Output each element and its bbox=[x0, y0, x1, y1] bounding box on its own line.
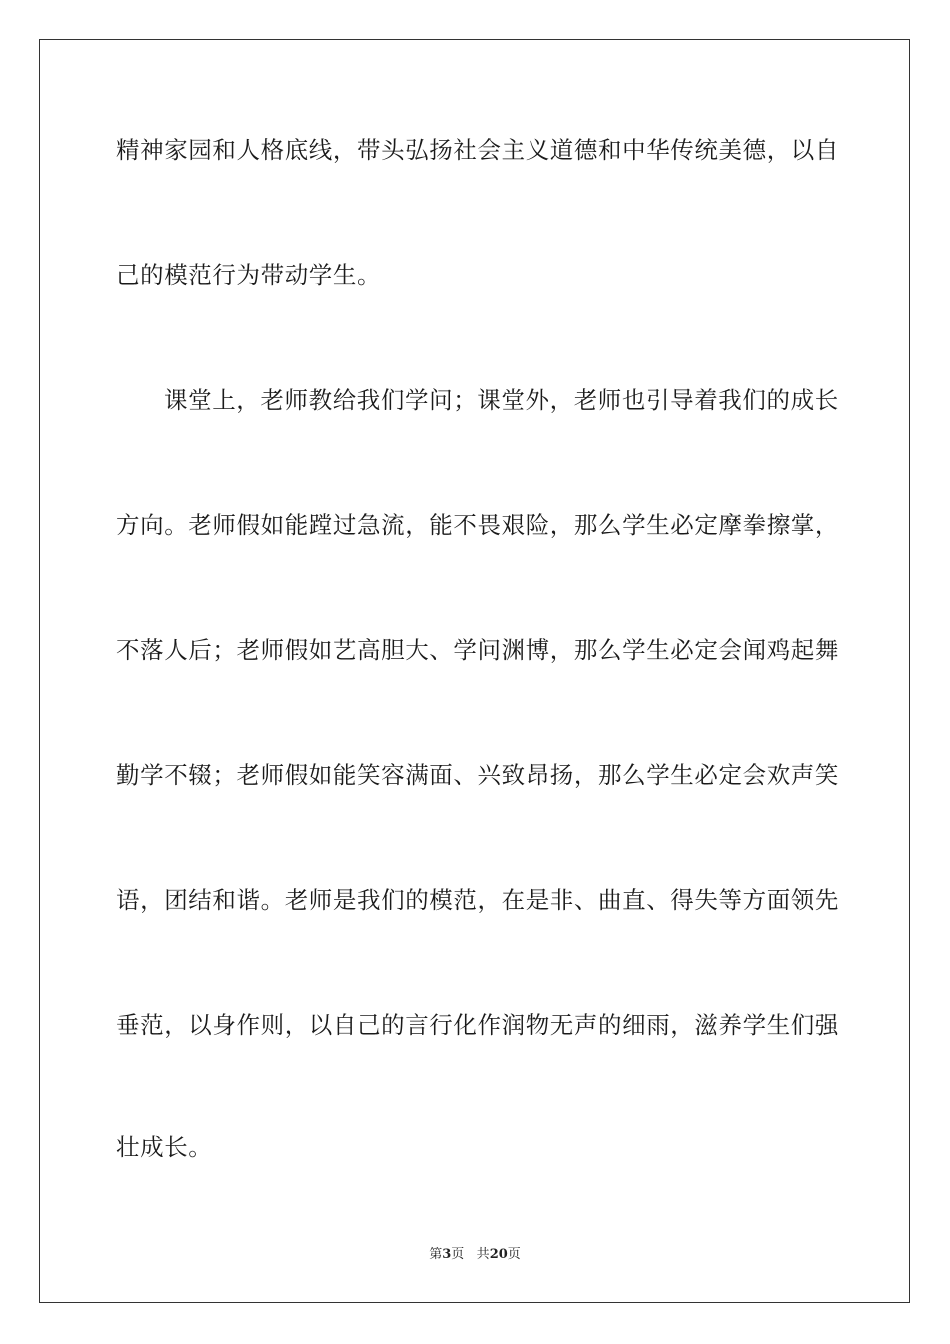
text-line-7: 语，团结和谐。老师是我们的模范，在是非、曲直、得失等方面领先 bbox=[116, 886, 839, 914]
page-border bbox=[39, 39, 910, 1303]
page-prefix: 第 bbox=[429, 1247, 443, 1262]
text-line-1: 精神家园和人格底线，带头弘扬社会主义道德和中华传统美德，以自 bbox=[116, 136, 839, 164]
text-line-8: 垂范，以身作则，以自己的言行化作润物无声的细雨，滋养学生们强 bbox=[116, 1011, 839, 1039]
page-number: 3 bbox=[442, 1247, 452, 1262]
total-pages: 20 bbox=[489, 1247, 508, 1262]
page-suffix: 页 bbox=[451, 1247, 465, 1262]
page-footer bbox=[0, 1246, 950, 1264]
total-prefix: 共 bbox=[476, 1247, 490, 1262]
text-line-2: 己的模范行为带动学生。 bbox=[116, 261, 382, 289]
text-line-4: 方向。老师假如能蹚过急流，能不畏艰险，那么学生必定摩拳擦掌， bbox=[116, 511, 839, 539]
text-line-5: 不落人后；老师假如艺高胆大、学问渊博，那么学生必定会闻鸡起舞 bbox=[116, 636, 839, 664]
total-suffix: 页 bbox=[507, 1247, 521, 1262]
text-line-3: 课堂上，老师教给我们学问；课堂外，老师也引导着我们的成长 bbox=[164, 386, 839, 414]
text-line-9: 壮成长。 bbox=[116, 1133, 213, 1161]
text-line-6: 勤学不辍；老师假如能笑容满面、兴致昂扬，那么学生必定会欢声笑 bbox=[116, 761, 839, 789]
